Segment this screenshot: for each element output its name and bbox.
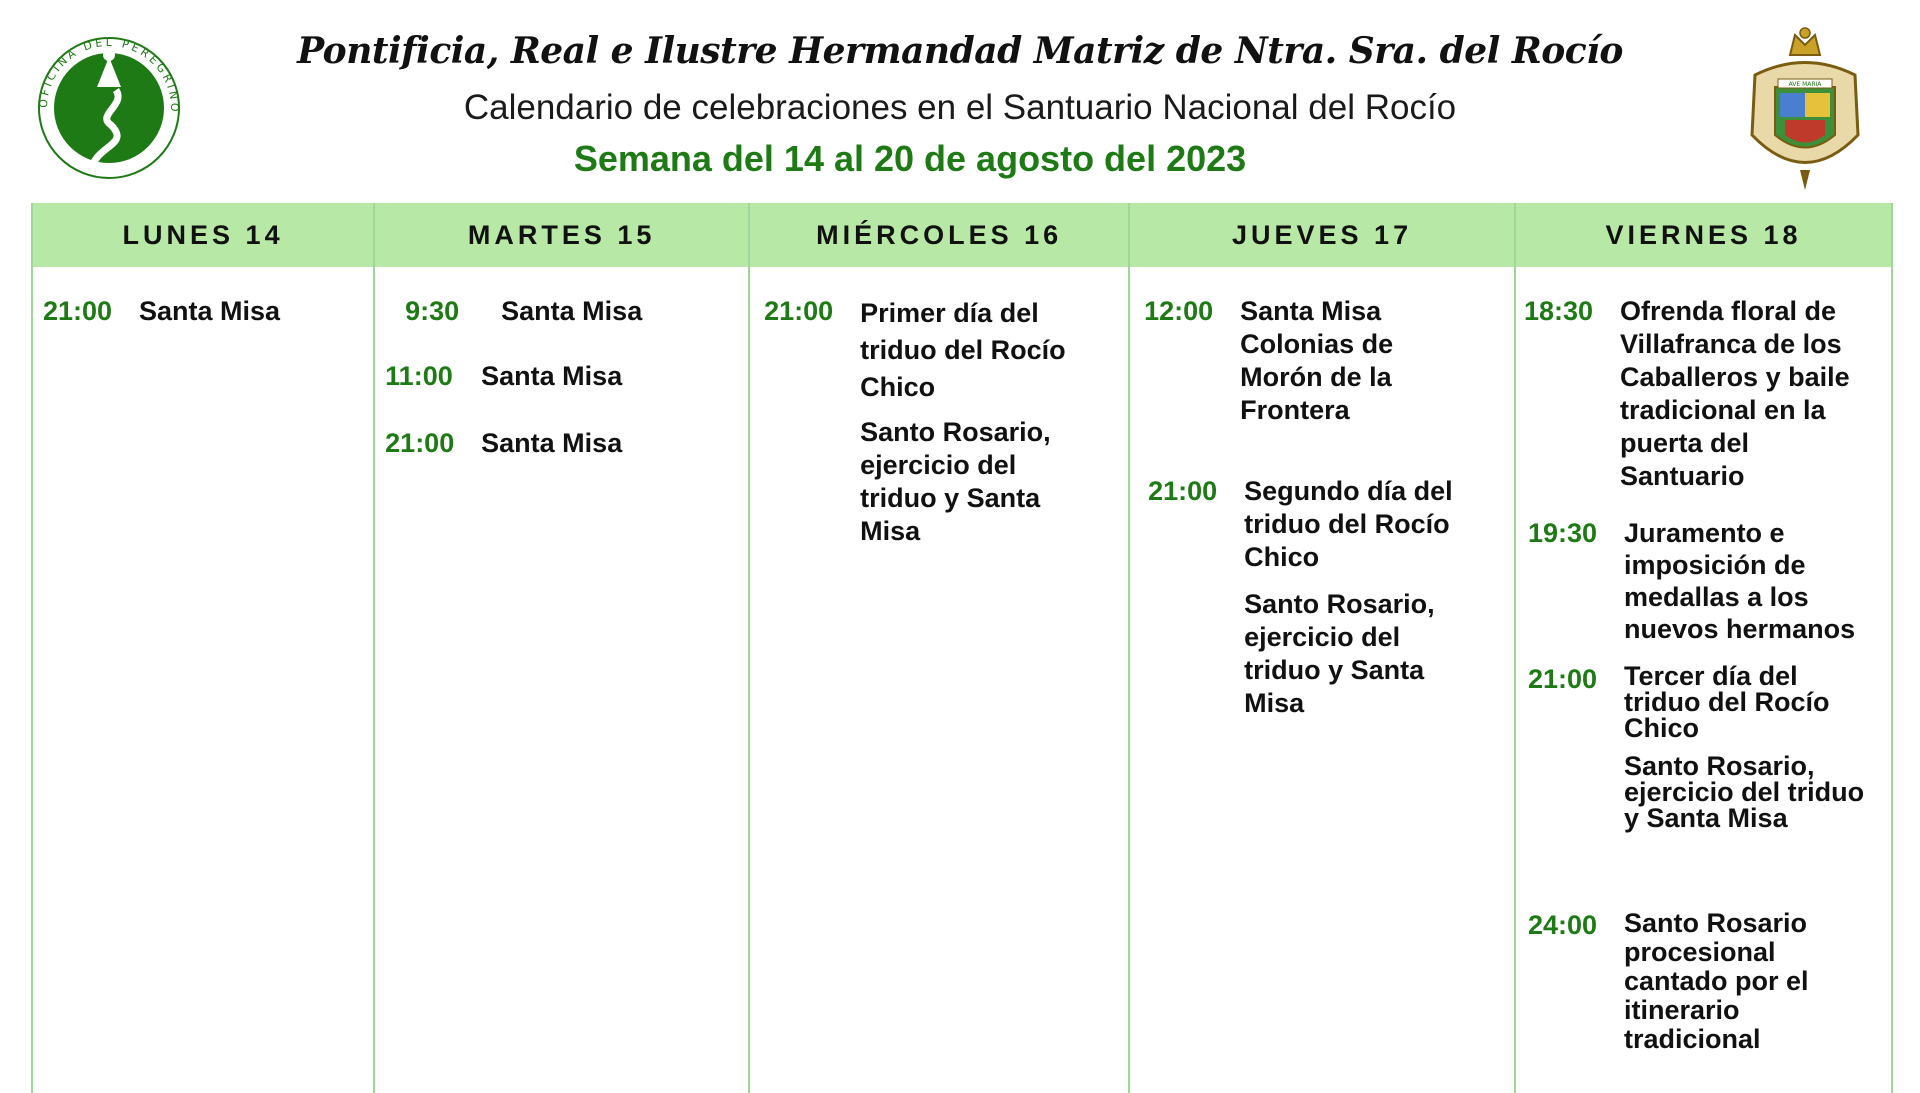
event: [1528, 517, 1874, 659]
day-header: MARTES 15: [375, 203, 748, 267]
event-description: Santa Misa: [481, 428, 623, 458]
event-description: Santa Misa: [501, 296, 643, 326]
coat-of-arms-motto: AVE MARIA: [1788, 81, 1822, 88]
event-time: 21:00: [1148, 476, 1218, 506]
page-subtitle: Calendario de celebraciones en el Santuario Nacional del Rocío: [463, 88, 1457, 127]
event-time: 21:00: [1528, 664, 1598, 694]
day-header: VIERNES 18: [1516, 203, 1891, 267]
event-time: 24:00: [1528, 910, 1598, 940]
event-description: Santo Rosario, ejercicio del triduo y Santa Misa: [1244, 589, 1435, 718]
event-time: 12:00: [1144, 296, 1214, 326]
event: [1148, 475, 1484, 734]
event-time: 21:00: [764, 296, 834, 326]
event-description: Tercer día del triduo del Rocío Chico: [1624, 661, 1830, 743]
event-description: Santa Misa Colonias de Morón de la Frontera: [1240, 296, 1394, 425]
day-header: JUEVES 17: [1130, 203, 1514, 267]
page-header: [0, 0, 1920, 200]
event-description: Santo Rosario procesional cantado por el itinerario tradicional: [1624, 908, 1809, 1054]
day-column-jueves: [1130, 203, 1516, 1093]
event-time: 21:00: [385, 428, 455, 458]
event-time: 21:00: [43, 296, 113, 326]
event: [764, 295, 1095, 562]
event-description: Santo Rosario, ejercicio del triduo y Santa Misa: [1624, 751, 1865, 833]
event-time: 19:30: [1528, 518, 1598, 548]
weekly-calendar: [31, 203, 1893, 1093]
page-title: Pontificia, Real e Ilustre Hermandad Matriz de Ntra. Sra. del Rocío: [297, 30, 1623, 72]
logo-ring-text: OFICINA DEL PEREGRINO: [36, 35, 182, 115]
event: [1144, 295, 1465, 441]
event: [1528, 909, 1874, 1068]
event-description: Santa Misa: [481, 361, 623, 391]
event-description: Primer día del triduo del Rocío Chico: [860, 298, 1066, 402]
day-column-viernes: [1516, 203, 1893, 1093]
event-description: Santo Rosario, ejercicio del triduo y Santa Misa: [860, 417, 1051, 546]
event-description: Ofrenda floral de Villafranca de los Caballeros y baile tradicional en la puerta del Santuario: [1620, 296, 1850, 491]
event-time: 9:30: [405, 296, 460, 326]
day-header: LUNES 14: [33, 203, 373, 267]
event-time: 11:00: [385, 361, 453, 391]
event: [385, 427, 701, 474]
event: [1528, 663, 1874, 845]
event-description: Juramento e imposición de medallas a los nuevos hermanos: [1624, 518, 1856, 644]
event: [385, 360, 701, 407]
day-header: MIÉRCOLES 16: [750, 203, 1128, 267]
week-range: Semana del 14 al 20 de agosto del 2023: [573, 138, 1247, 179]
day-column-martes: [375, 203, 750, 1093]
event: [405, 295, 721, 342]
event-time: 18:30: [1524, 296, 1594, 326]
day-column-lunes: [33, 203, 375, 1093]
event: [1524, 295, 1870, 507]
event-description: Segundo día del triduo del Rocío Chico: [1244, 476, 1453, 572]
coat-of-arms-logo: [1740, 25, 1870, 195]
day-column-miercoles: [750, 203, 1130, 1093]
event: [43, 295, 359, 342]
event-description: Santa Misa: [139, 296, 281, 326]
